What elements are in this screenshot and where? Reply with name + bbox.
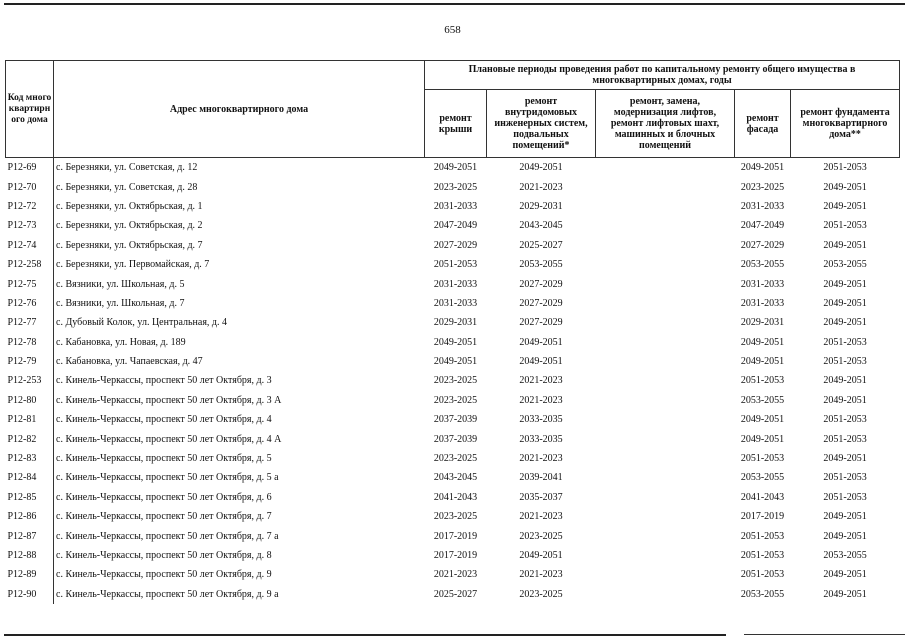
cell-systems: 2033-2035: [519, 414, 563, 426]
cell-lifts: [596, 488, 735, 507]
cell-code: P12-81: [6, 410, 54, 429]
cell-systems: 2027-2029: [519, 317, 563, 329]
cell-address: с. Березняки, ул. Октябрьская, д. 7: [56, 239, 203, 251]
table-row: [6, 197, 900, 216]
cell-lifts: [596, 565, 735, 584]
cell-lifts: [596, 507, 735, 526]
header-systems: ремонт внутридомовых инженерных систем, подвальных помещений*: [487, 90, 596, 158]
cell-lifts: [596, 585, 735, 604]
cell-facade: 2053-2055: [740, 472, 785, 484]
bottom-rule-short: [744, 634, 905, 635]
cell-foundation: 2049-2051: [823, 239, 867, 251]
table-row: [6, 585, 900, 604]
table-row: [6, 313, 900, 332]
cell-foundation: 2049-2051: [823, 181, 867, 193]
cell-facade: 2049-2051: [740, 356, 785, 368]
cell-foundation: 2053-2055: [823, 259, 867, 271]
cell-foundation: 2051-2053: [823, 491, 867, 503]
cell-lifts: [596, 352, 735, 371]
cell-address: с. Кабановка, ул. Новая, д. 189: [56, 336, 186, 348]
cell-address: с. Кинель-Черкассы, проспект 50 лет Октября, д. 5 а: [56, 472, 279, 484]
cell-systems: 2021-2023: [519, 394, 563, 406]
header-foundation: ремонт фундамента многоквартирного дома**: [791, 90, 900, 158]
table-row: [6, 294, 900, 313]
cell-code: P12-83: [6, 449, 54, 468]
table-row: [6, 488, 900, 507]
cell-systems: 2049-2051: [519, 550, 563, 561]
cell-foundation: 2051-2053: [823, 472, 867, 484]
cell-facade: 2051-2053: [740, 569, 785, 581]
cell-systems: 2021-2023: [519, 569, 563, 581]
cell-systems: 2029-2031: [519, 200, 563, 212]
cell-roof: 2031-2033: [433, 278, 478, 290]
header-facade: ремонт фасада: [735, 90, 791, 158]
cell-roof: 2031-2033: [433, 297, 478, 309]
table-row: [6, 236, 900, 255]
cell-code: P12-85: [6, 488, 54, 507]
cell-lifts: [596, 546, 735, 565]
cell-facade: 2051-2053: [740, 530, 785, 542]
cell-foundation: 2049-2051: [823, 453, 867, 465]
cell-address: с. Кинель-Черкассы, проспект 50 лет Октября, д. 8: [56, 550, 272, 561]
cell-foundation: 2049-2051: [823, 200, 867, 212]
cell-systems: 2027-2029: [519, 278, 563, 290]
table-row: [6, 371, 900, 390]
cell-roof: 2023-2025: [433, 453, 478, 465]
cell-foundation: 2049-2051: [823, 394, 867, 406]
cell-address: с. Березняки, ул. Советская, д. 28: [56, 181, 198, 193]
table-row: [6, 449, 900, 468]
cell-lifts: [596, 236, 735, 255]
cell-systems: 2049-2051: [519, 356, 563, 368]
cell-address: с. Кинель-Черкассы, проспект 50 лет Октября, д. 9: [56, 569, 272, 581]
bottom-rule: [4, 634, 726, 636]
cell-foundation: 2051-2053: [823, 220, 867, 232]
cell-lifts: [596, 468, 735, 487]
cell-roof: 2043-2045: [433, 472, 478, 484]
cell-address: с. Кинель-Черкассы, проспект 50 лет Октября, д. 6: [56, 491, 272, 503]
cell-roof: 2017-2019: [433, 550, 478, 561]
table-row: [6, 255, 900, 274]
cell-code: P12-90: [6, 585, 54, 604]
table-row: [6, 546, 900, 565]
cell-address: с. Вязники, ул. Школьная, д. 7: [56, 297, 185, 309]
cell-facade: 2051-2053: [740, 453, 785, 465]
cell-facade: 2049-2051: [740, 414, 785, 426]
cell-address: с. Березняки, ул. Октябрьская, д. 1: [56, 200, 203, 212]
cell-systems: 2025-2027: [519, 239, 563, 251]
capital-repair-table: [5, 60, 900, 604]
cell-systems: 2023-2025: [519, 588, 563, 600]
cell-systems: 2035-2037: [519, 491, 563, 503]
cell-code: P12-74: [6, 236, 54, 255]
cell-foundation: 2049-2051: [823, 588, 867, 600]
cell-foundation: 2051-2053: [823, 433, 867, 445]
cell-code: P12-73: [6, 216, 54, 235]
cell-lifts: [596, 216, 735, 235]
table-row: [6, 410, 900, 429]
cell-code: P12-72: [6, 197, 54, 216]
cell-systems: 2049-2051: [519, 162, 563, 174]
cell-facade: 2053-2055: [740, 588, 785, 600]
table-body: [6, 158, 900, 604]
cell-systems: 2053-2055: [519, 259, 563, 271]
cell-code: P12-69: [6, 158, 54, 178]
cell-lifts: [596, 526, 735, 545]
table-row: [6, 158, 900, 178]
cell-facade: 2051-2053: [740, 550, 785, 561]
cell-address: с. Кабановка, ул. Чапаевская, д. 47: [56, 356, 203, 368]
cell-systems: 2023-2025: [519, 530, 563, 542]
cell-systems: 2039-2041: [519, 472, 563, 484]
cell-address: с. Вязники, ул. Школьная, д. 5: [56, 278, 185, 290]
cell-address: с. Кинель-Черкассы, проспект 50 лет Октября, д. 4: [56, 414, 272, 426]
cell-facade: 2017-2019: [740, 511, 785, 523]
cell-lifts: [596, 449, 735, 468]
table-row: [6, 391, 900, 410]
cell-lifts: [596, 177, 735, 196]
cell-address: с. Кинель-Черкассы, проспект 50 лет Октября, д. 4 А: [56, 433, 282, 445]
cell-foundation: 2049-2051: [823, 297, 867, 309]
table-row: [6, 177, 900, 196]
cell-facade: 2053-2055: [740, 259, 785, 271]
cell-roof: 2023-2025: [433, 511, 478, 523]
cell-foundation: 2051-2053: [823, 162, 867, 174]
cell-code: P12-78: [6, 333, 54, 352]
table-row: [6, 274, 900, 293]
table-row: [6, 216, 900, 235]
cell-facade: 2031-2033: [740, 297, 785, 309]
cell-code: P12-80: [6, 391, 54, 410]
cell-foundation: 2051-2053: [823, 336, 867, 348]
cell-systems: 2021-2023: [519, 453, 563, 465]
cell-foundation: 2049-2051: [823, 511, 867, 523]
cell-code: P12-75: [6, 274, 54, 293]
cell-code: P12-253: [6, 371, 54, 390]
cell-code: P12-87: [6, 526, 54, 545]
cell-facade: 2049-2051: [740, 336, 785, 348]
cell-systems: 2027-2029: [519, 297, 563, 309]
cell-roof: 2023-2025: [433, 394, 478, 406]
cell-lifts: [596, 371, 735, 390]
cell-code: P12-70: [6, 177, 54, 196]
cell-roof: 2029-2031: [433, 317, 478, 329]
cell-address: с. Кинель-Черкассы, проспект 50 лет Октября, д. 9 а: [56, 588, 279, 600]
cell-roof: 2037-2039: [433, 414, 478, 426]
cell-address: с. Кинель-Черкассы, проспект 50 лет Октября, д. 3 А: [56, 394, 282, 406]
cell-roof: 2025-2027: [433, 588, 478, 600]
cell-code: P12-79: [6, 352, 54, 371]
cell-lifts: [596, 274, 735, 293]
cell-facade: 2051-2053: [740, 375, 785, 387]
cell-code: P12-77: [6, 313, 54, 332]
cell-lifts: [596, 410, 735, 429]
cell-address: с. Дубовый Колок, ул. Центральная, д. 4: [56, 317, 228, 329]
cell-roof: 2049-2051: [433, 336, 478, 348]
cell-facade: 2023-2025: [740, 181, 785, 193]
cell-foundation: 2049-2051: [823, 569, 867, 581]
cell-roof: 2047-2049: [433, 220, 478, 232]
cell-roof: 2031-2033: [433, 200, 478, 212]
table-row: [6, 468, 900, 487]
cell-systems: 2049-2051: [519, 336, 563, 348]
cell-lifts: [596, 197, 735, 216]
cell-lifts: [596, 255, 735, 274]
header-code: Код многоквартирного дома: [6, 61, 54, 158]
cell-roof: 2037-2039: [433, 433, 478, 445]
header-roof: ремонт крыши: [425, 90, 487, 158]
cell-lifts: [596, 294, 735, 313]
cell-roof: 2051-2053: [433, 259, 478, 271]
cell-foundation: 2049-2051: [823, 530, 867, 542]
cell-lifts: [596, 333, 735, 352]
cell-facade: 2031-2033: [740, 278, 785, 290]
cell-foundation: 2049-2051: [823, 317, 867, 329]
cell-code: P12-86: [6, 507, 54, 526]
header-periods-group: Плановые периоды проведения работ по капитальному ремонту общего имущества в многоквартирных домах, годы: [425, 61, 900, 90]
cell-roof: 2023-2025: [433, 181, 478, 193]
table-row: [6, 429, 900, 448]
cell-facade: 2027-2029: [740, 239, 785, 251]
cell-facade: 2047-2049: [740, 220, 785, 232]
page-number: 658: [444, 24, 461, 36]
cell-roof: 2049-2051: [433, 356, 478, 368]
cell-systems: 2021-2023: [519, 511, 563, 523]
cell-lifts: [596, 158, 735, 178]
cell-code: P12-76: [6, 294, 54, 313]
cell-roof: 2021-2023: [433, 569, 478, 581]
cell-address: с. Березняки, ул. Советская, д. 12: [56, 162, 198, 174]
table-row: [6, 526, 900, 545]
cell-foundation: 2053-2055: [823, 550, 867, 561]
top-rule: [4, 3, 905, 5]
cell-foundation: 2051-2053: [823, 414, 867, 426]
cell-facade: 2049-2051: [740, 162, 785, 174]
cell-facade: 2041-2043: [740, 491, 785, 503]
cell-address: с. Березняки, ул. Первомайская, д. 7: [56, 259, 210, 271]
cell-lifts: [596, 429, 735, 448]
table-row: [6, 333, 900, 352]
cell-facade: 2053-2055: [740, 394, 785, 406]
cell-lifts: [596, 391, 735, 410]
cell-facade: 2049-2051: [740, 433, 785, 445]
cell-systems: 2033-2035: [519, 433, 563, 445]
cell-roof: 2041-2043: [433, 491, 478, 503]
cell-facade: 2031-2033: [740, 200, 785, 212]
table-row: [6, 507, 900, 526]
cell-address: с. Кинель-Черкассы, проспект 50 лет Октября, д. 3: [56, 375, 272, 387]
cell-systems: 2021-2023: [519, 181, 563, 193]
cell-systems: 2021-2023: [519, 375, 563, 387]
cell-address: с. Березняки, ул. Октябрьская, д. 2: [56, 220, 203, 232]
cell-foundation: 2049-2051: [823, 375, 867, 387]
cell-facade: 2029-2031: [740, 317, 785, 329]
cell-address: с. Кинель-Черкассы, проспект 50 лет Октября, д. 7: [56, 511, 272, 523]
cell-roof: 2017-2019: [433, 530, 478, 542]
cell-code: P12-89: [6, 565, 54, 584]
table-row: [6, 352, 900, 371]
table-row: [6, 565, 900, 584]
cell-code: P12-82: [6, 429, 54, 448]
cell-code: P12-84: [6, 468, 54, 487]
cell-address: с. Кинель-Черкассы, проспект 50 лет Октября, д. 5: [56, 453, 272, 465]
cell-roof: 2049-2051: [433, 162, 478, 174]
cell-roof: 2023-2025: [433, 375, 478, 387]
cell-roof: 2027-2029: [433, 239, 478, 251]
header-address: Адрес многоквартирного дома: [54, 61, 425, 158]
cell-foundation: 2049-2051: [823, 278, 867, 290]
header-lifts: ремонт, замена, модернизация лифтов, ремонт лифтовых шахт, машинных и блочных помещений: [596, 90, 735, 158]
cell-address: с. Кинель-Черкассы, проспект 50 лет Октября, д. 7 а: [56, 530, 279, 542]
cell-code: P12-258: [6, 255, 54, 274]
cell-systems: 2043-2045: [519, 220, 563, 232]
cell-code: P12-88: [6, 546, 54, 565]
cell-lifts: [596, 313, 735, 332]
cell-foundation: 2051-2053: [823, 356, 867, 368]
